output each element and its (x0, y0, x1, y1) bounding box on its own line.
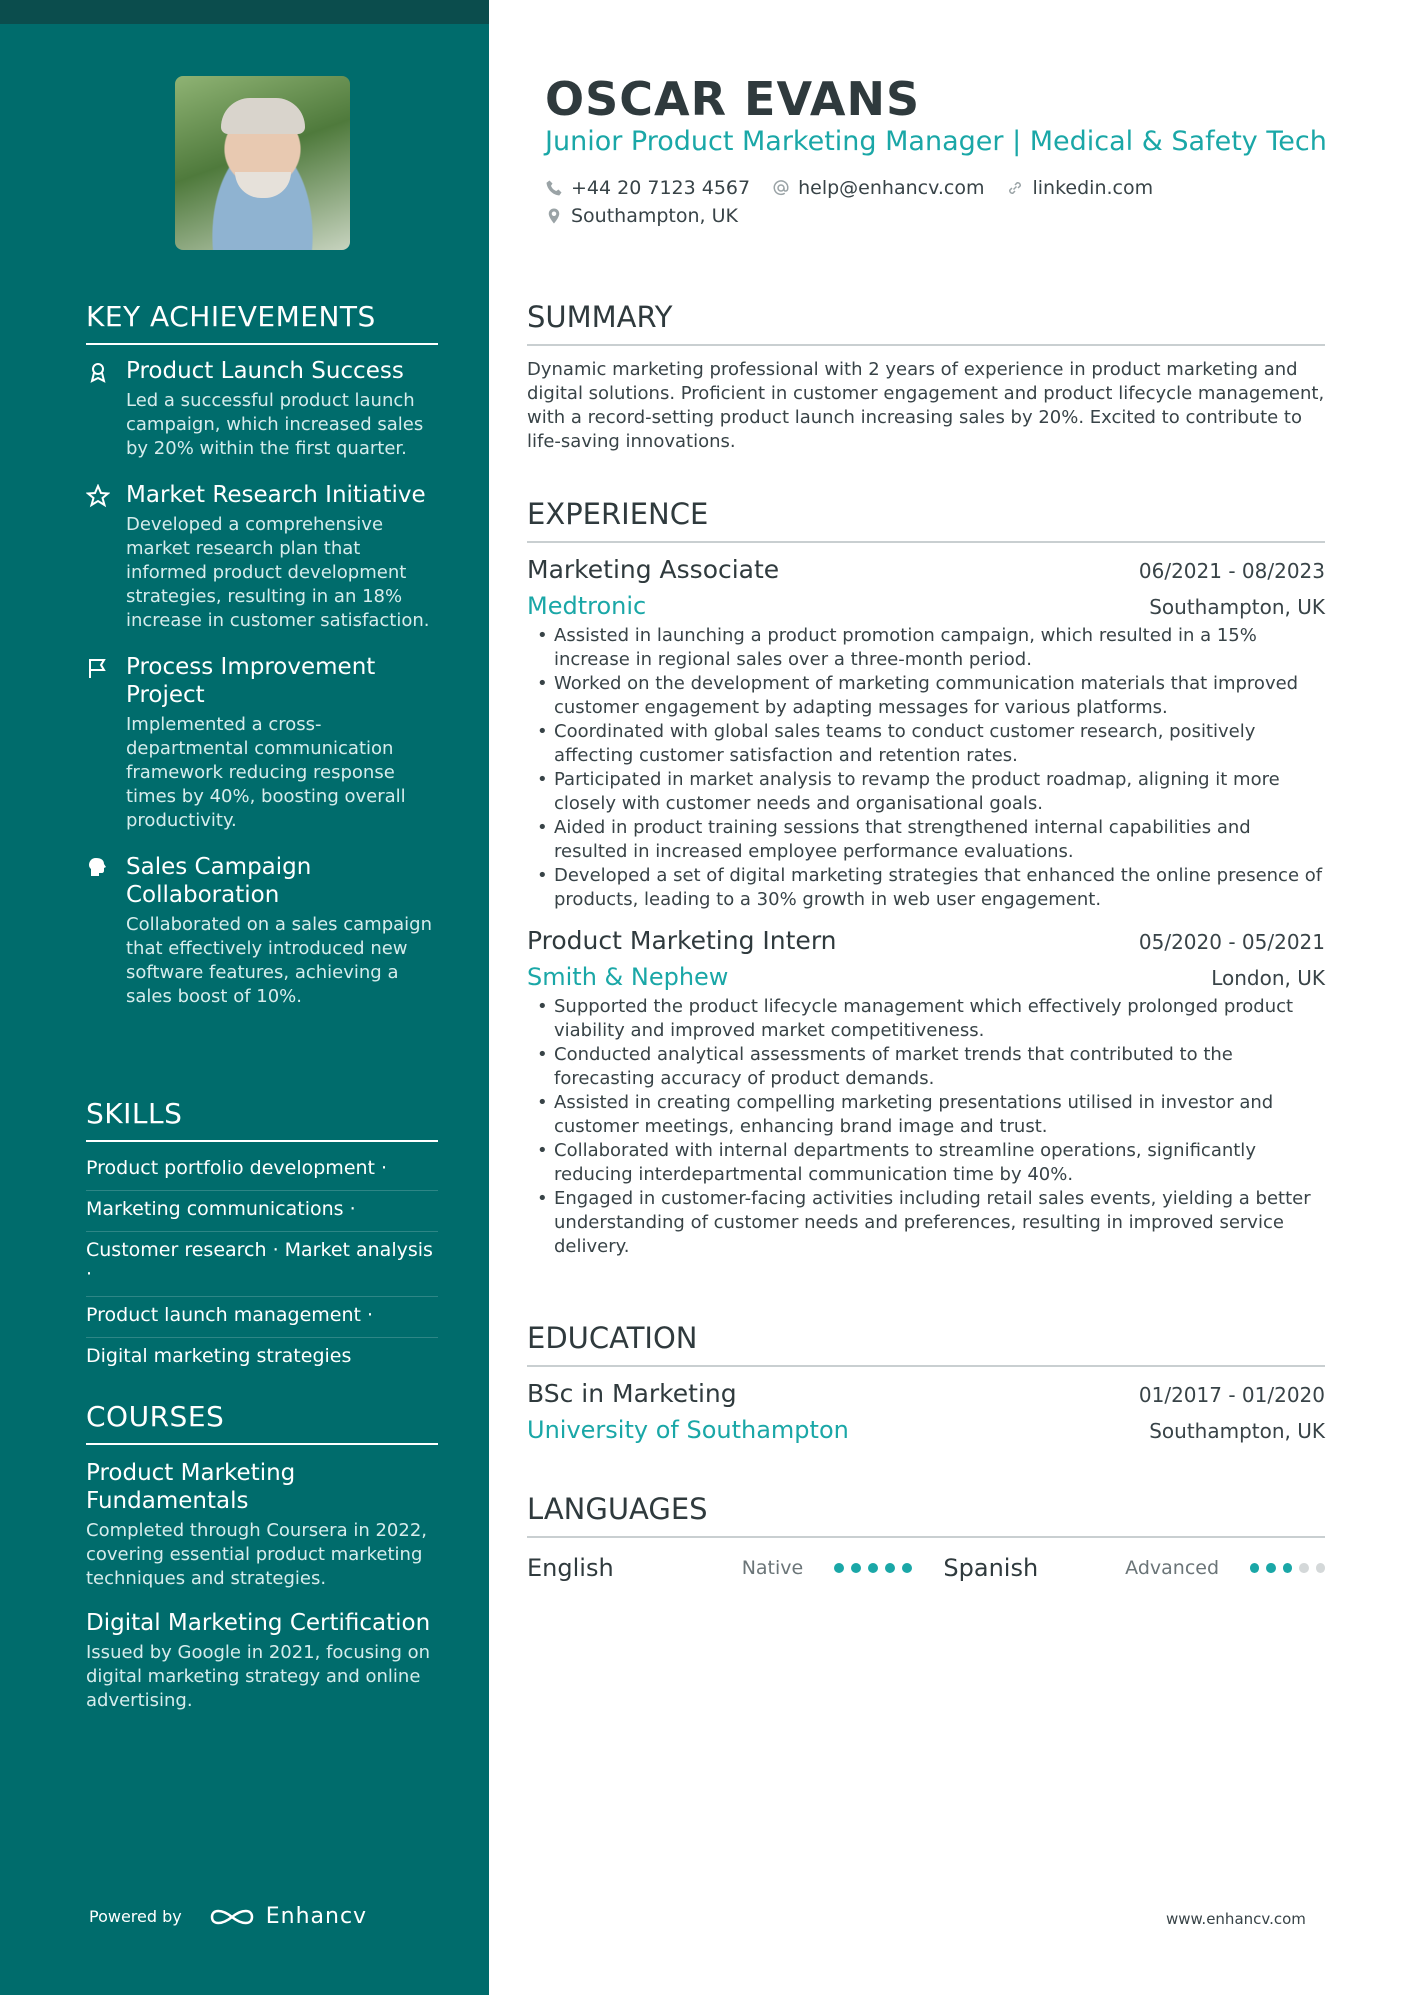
powered-by-label: Powered by (89, 1907, 182, 1926)
at-icon (772, 179, 790, 197)
job-location: London, UK (1211, 966, 1325, 990)
skills-section (86, 1097, 438, 1378)
achievement-item (86, 853, 438, 1009)
phone-text: +44 20 7123 4567 (571, 177, 751, 199)
summary-section (527, 300, 1325, 454)
bullet-item: • Aided in product training sessions that strengthened internal capabilities and resulted in increased employee performance evaluations. (527, 816, 1325, 864)
candidate-headline: Junior Product Marketing Manager | Medical & Safety Tech (545, 126, 1327, 157)
job-company: Smith & Nephew (527, 963, 729, 991)
job-bullets (527, 624, 1325, 912)
skill-item: Customer research · Market analysis · (86, 1232, 438, 1297)
languages-title: LANGUAGES (527, 1492, 1325, 1538)
achievement-title: Sales Campaign Collaboration (126, 854, 312, 908)
job-location: Southampton, UK (1149, 595, 1325, 619)
brand-name: Enhancv (265, 1904, 368, 1929)
education-dates: 01/2017 - 01/2020 (1138, 1383, 1325, 1407)
brand-logo[interactable] (208, 1904, 367, 1929)
education-location: Southampton, UK (1149, 1419, 1325, 1443)
bullet-item: • Supported the product lifecycle management which effectively prolonged product viability and improved market competitiveness. (527, 995, 1325, 1043)
bullet-item: • Worked on the development of marketing communication materials that improved customer engagement by adapting messages for various platforms. (527, 672, 1325, 720)
job-company: Medtronic (527, 592, 647, 620)
achievements-section (86, 300, 438, 1009)
language-rating (834, 1563, 944, 1573)
linkedin-contact[interactable] (1006, 177, 1153, 199)
rating-dot (1283, 1563, 1292, 1573)
education-title: EDUCATION (527, 1321, 1325, 1367)
achievement-desc: Collaborated on a sales campaign that effectively introduced new software features, achieving a sales boost of 10%. (126, 914, 432, 1007)
infinity-icon (208, 1905, 256, 1929)
course-title: Digital Marketing Certification (86, 1610, 431, 1636)
rating-dot (885, 1563, 895, 1573)
location-text: Southampton, UK (571, 205, 738, 227)
footer-url[interactable]: www.enhancv.com (1166, 1910, 1306, 1928)
skill-item: Marketing communications · (86, 1191, 438, 1232)
achievements-title: KEY ACHIEVEMENTS (86, 300, 438, 345)
skill-item: Product portfolio development · (86, 1150, 438, 1191)
skill-item: Digital marketing strategies (86, 1345, 352, 1367)
rating-dot (834, 1563, 844, 1573)
bullet-item: • Coordinated with global sales teams to conduct customer research, positively affecting customer satisfaction and retention rates. (527, 720, 1325, 768)
email-text: help@enhancv.com (798, 177, 985, 199)
rating-dot (1299, 1563, 1308, 1573)
phone-icon (545, 179, 563, 197)
bullet-item: • Developed a set of digital marketing strategies that enhanced the online presence of products, leading to a 30% growth in web user engagement. (527, 864, 1325, 912)
summary-text: Dynamic marketing professional with 2 years of experience in product marketing and digital solutions. Proficient in customer engagement and product lifecycle management, with a record-setting product launch increasing sales by 20%. Excited to contribute to life-saving innovations. (527, 359, 1325, 452)
language-level: Native (741, 1557, 804, 1579)
job-title: Product Marketing Intern (527, 926, 837, 955)
bullet-item: • Participated in market analysis to revamp the product roadmap, aligning it more closely with customer needs and organisational goals. (527, 768, 1325, 816)
languages-row (527, 1548, 1325, 1588)
achievement-title: Product Launch Success (126, 358, 404, 384)
job-entry (527, 926, 1325, 1259)
bullet-item: • Collaborated with internal departments to streamline operations, significantly reducing interdepartmental communication time by 40%. (527, 1139, 1325, 1187)
achievement-title: Market Research Initiative (126, 482, 426, 508)
rating-dot (1266, 1563, 1275, 1573)
bullet-item: • Assisted in launching a product promotion campaign, which resulted in a 15% increase in regional sales over a three-month period. (527, 624, 1325, 672)
rating-dot (1250, 1563, 1259, 1573)
course-desc: Issued by Google in 2021, focusing on digital marketing strategy and online advertising. (86, 1642, 431, 1711)
job-title: Marketing Associate (527, 555, 780, 584)
flag-icon (86, 656, 110, 680)
job-dates: 06/2021 - 08/2023 (1138, 559, 1325, 583)
skills-title: SKILLS (86, 1097, 438, 1142)
bullet-item: • Assisted in creating compelling marketing presentations utilised in investor and customer meetings, enhancing brand image and trust. (527, 1091, 1325, 1139)
language-rating (1250, 1563, 1325, 1573)
course-item (86, 1609, 438, 1713)
location-pin-icon (545, 207, 563, 225)
experience-title: EXPERIENCE (527, 497, 1325, 543)
school-name: University of Southampton (527, 1416, 849, 1444)
achievement-desc: Led a successful product launch campaign, which increased sales by 20% within the first quarter. (126, 390, 424, 459)
job-dates: 05/2020 - 05/2021 (1138, 930, 1325, 954)
education-entry (527, 1379, 1325, 1444)
bullet-item: • Conducted analytical assessments of market trends that contributed to the forecasting accuracy of product demands. (527, 1043, 1325, 1091)
achievement-desc: Developed a comprehensive market research plan that informed product development strategies, resulting in an 18% increase in customer satisfaction. (126, 514, 430, 631)
language-level: Advanced (1125, 1557, 1220, 1579)
profile-photo (175, 76, 350, 250)
achievement-desc: Implemented a cross-departmental communication framework reducing response times by 40%, boosting overall productivity. (126, 714, 406, 831)
rating-dot (868, 1563, 878, 1573)
skills-list (86, 1150, 438, 1378)
summary-title: SUMMARY (527, 300, 1325, 346)
languages-section (527, 1492, 1325, 1588)
rating-dot (902, 1563, 912, 1573)
course-desc: Completed through Coursera in 2022, covering essential product marketing techniques and strategies. (86, 1520, 427, 1589)
skill-item: Product launch management · (86, 1297, 438, 1338)
course-item (86, 1459, 438, 1591)
location-contact (545, 205, 738, 227)
email-contact[interactable] (772, 177, 984, 199)
job-entry (527, 555, 1325, 912)
education-section (527, 1321, 1325, 1444)
linkedin-text: linkedin.com (1032, 177, 1154, 199)
phone-contact[interactable] (545, 177, 750, 199)
achievement-title: Process Improvement Project (126, 654, 376, 708)
achievement-item (86, 653, 438, 833)
powered-by (89, 1904, 367, 1929)
link-icon (1006, 179, 1024, 197)
brain-icon (86, 856, 110, 880)
achievement-item (86, 481, 438, 633)
sidebar-top-bar (0, 0, 489, 24)
candidate-name: OSCAR EVANS (545, 72, 921, 126)
language-name: Spanish (943, 1554, 1039, 1582)
degree: BSc in Marketing (527, 1379, 737, 1408)
sidebar (0, 0, 489, 1995)
contact-info (545, 174, 1305, 230)
courses-section (86, 1400, 438, 1713)
rating-dot (851, 1563, 861, 1573)
star-icon (86, 484, 110, 508)
bullet-item: • Engaged in customer-facing activities including retail sales events, yielding a better understanding of customer needs and preferences, resulting in improved service delivery. (527, 1187, 1325, 1259)
course-title: Product Marketing Fundamentals (86, 1460, 296, 1514)
courses-title: COURSES (86, 1400, 438, 1445)
experience-section (527, 497, 1325, 1259)
rating-dot (1316, 1563, 1325, 1573)
job-bullets (527, 995, 1325, 1259)
language-name: English (527, 1554, 614, 1582)
achievement-item (86, 357, 438, 461)
award-icon (86, 360, 110, 384)
